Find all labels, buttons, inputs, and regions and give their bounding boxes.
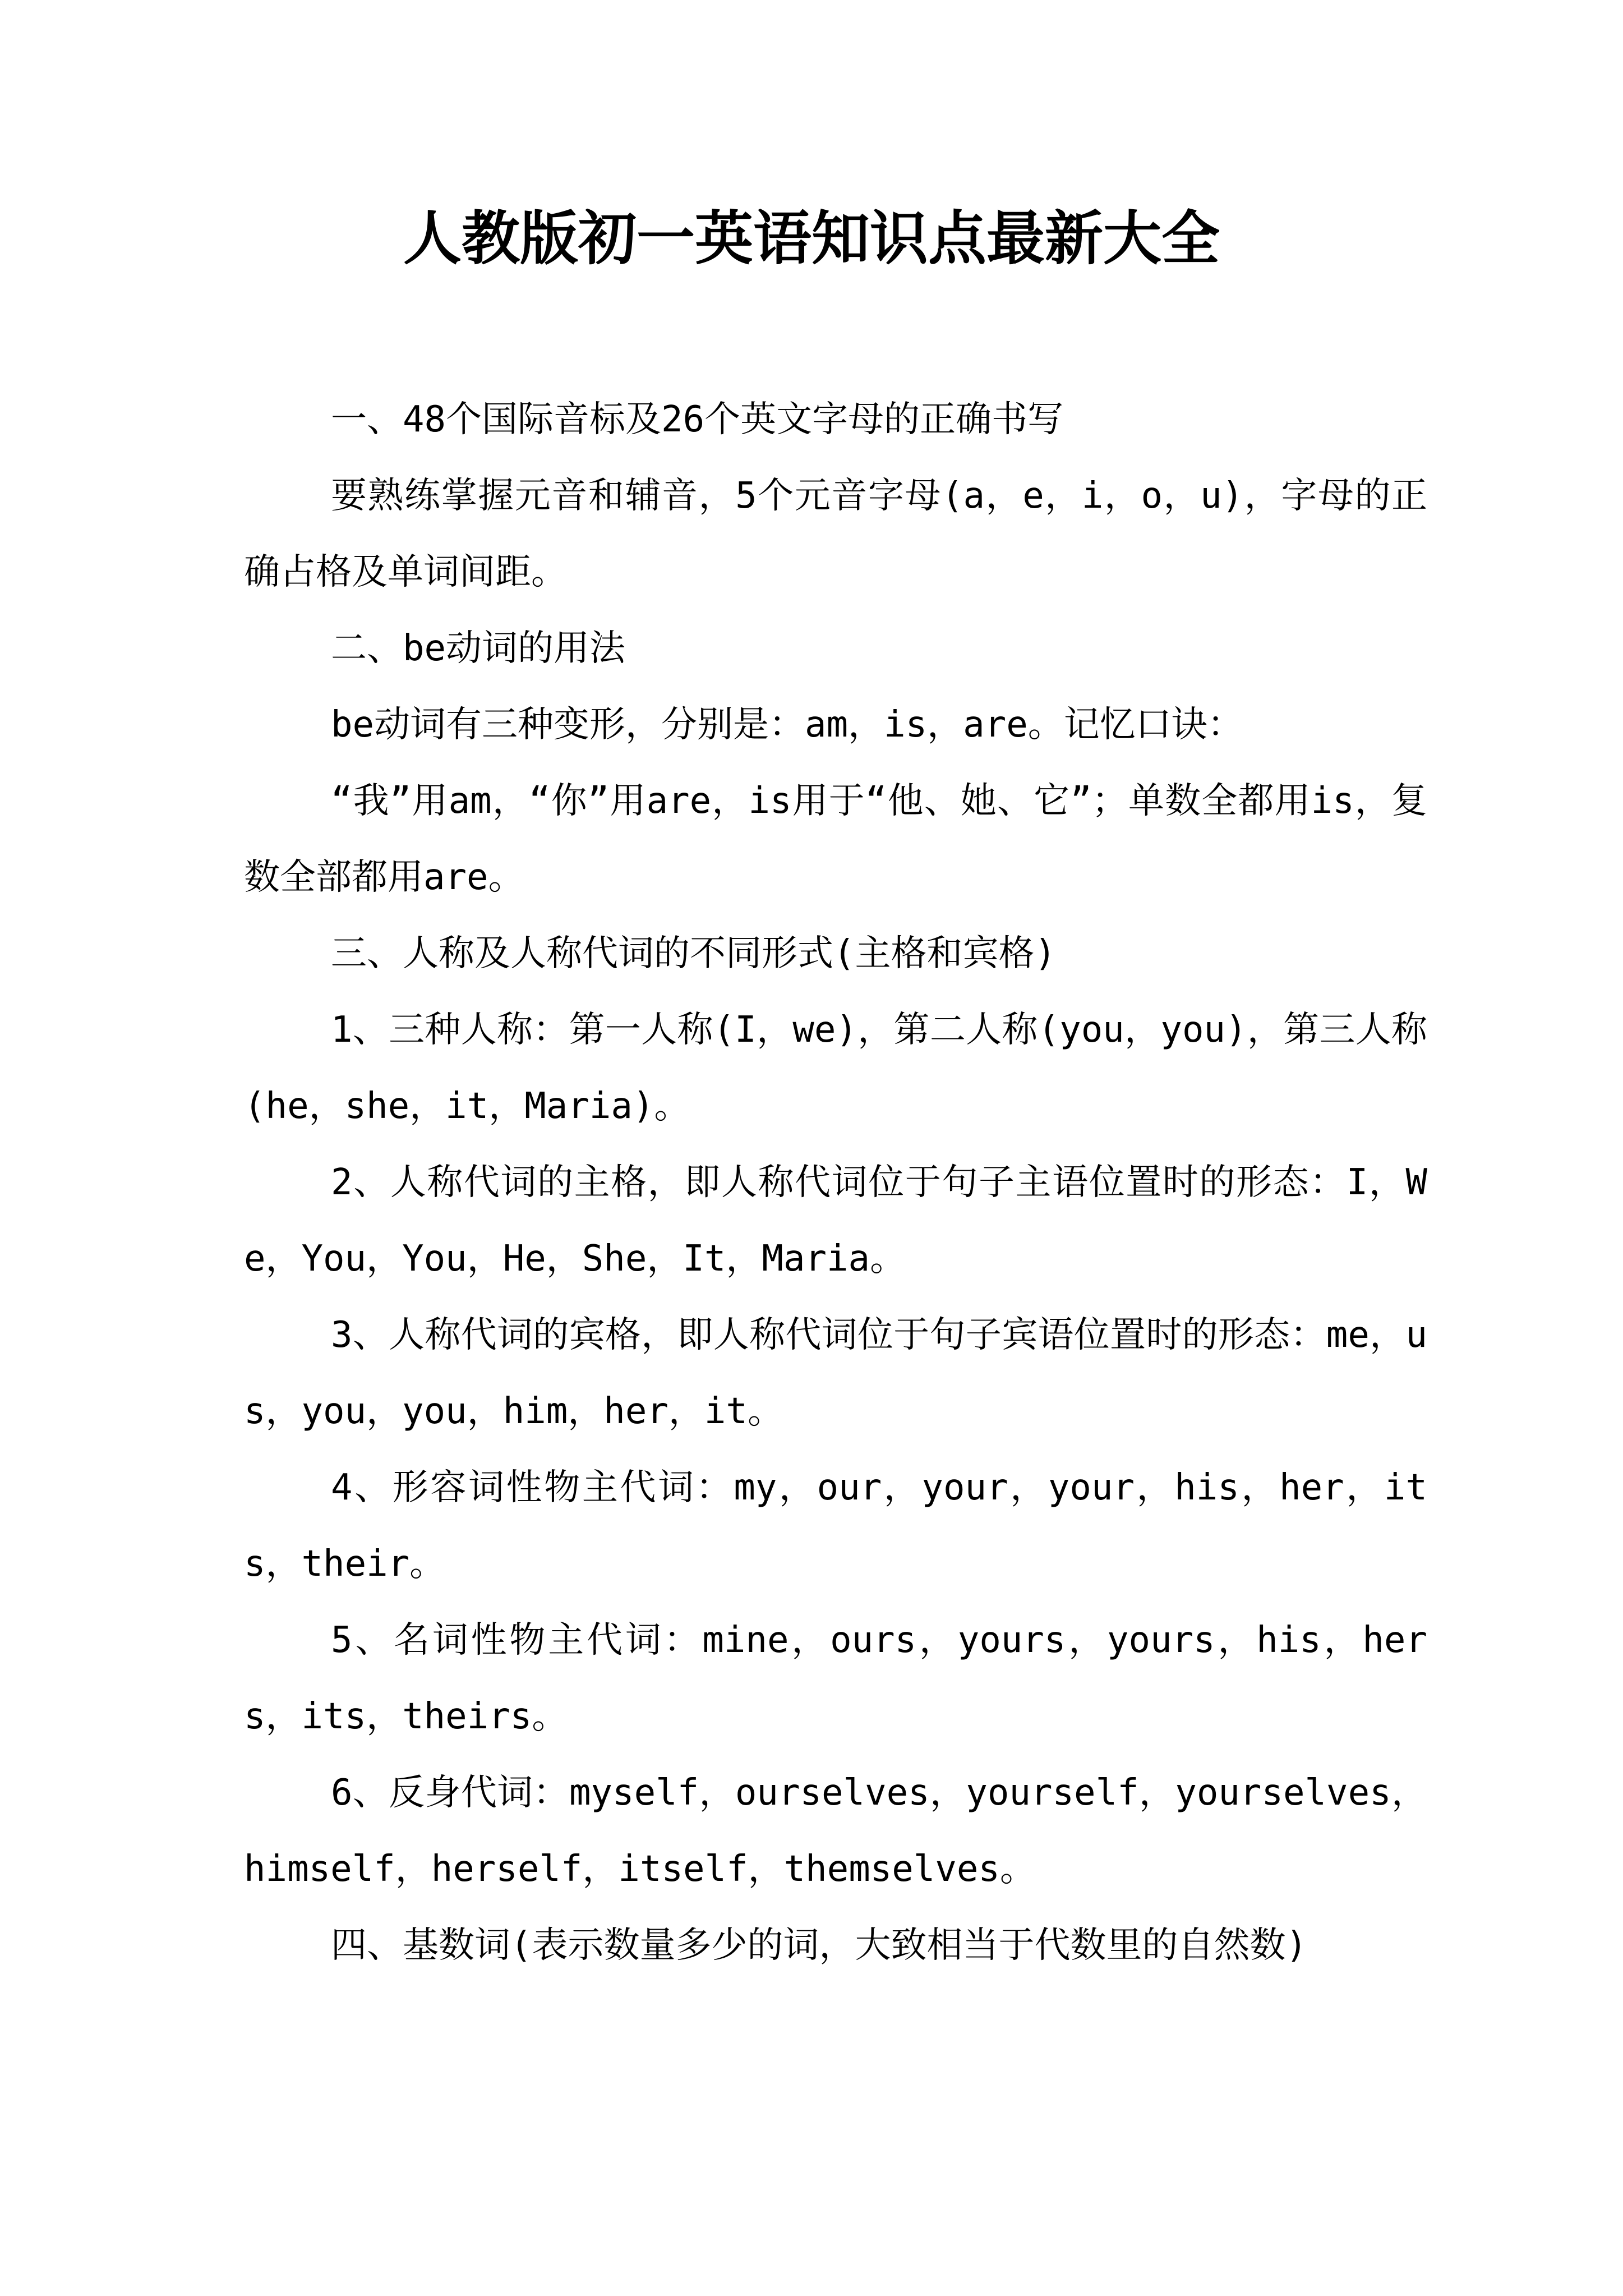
document-title: 人教版初一英语知识点最新大全 [403, 204, 1220, 273]
list-item-reflexive-pronouns: 6、反身代词：myself，ourselves，yourself，yourselves，himself，herself，itself，themselves。 [244, 1772, 1427, 1890]
list-item-noun-possessives: 5、名词性物主代词：mine，ours，yours，yours，his，hers，its，theirs。 [244, 1619, 1427, 1737]
section-heading-3: 三、人称及人称代词的不同形式(主格和宾格) [331, 933, 1057, 974]
paragraph-vowels: 要熟练掌握元音和辅音，5个元音字母(a，e，i，o，u)，字母的正确占格及单词间距。 [244, 475, 1427, 593]
list-item-object-pronouns: 3、人称代词的宾格，即人称代词位于句子宾语位置时的形态：me，us，you，you，him，her，it。 [244, 1314, 1427, 1432]
section-heading-2: 二、be动词的用法 [331, 628, 626, 669]
paragraph-be-rhyme: “我”用am，“你”用are，is用于“他、她、它”；单数全都用is，复数全部都用are。 [244, 780, 1427, 898]
paragraph-be-forms: be动词有三种变形，分别是：am，is，are。记忆口诀： [331, 704, 1243, 746]
list-item-persons: 1、三种人称：第一人称(I，we)，第二人称(you，you)，第三人称(he，she，it，Maria)。 [244, 1009, 1427, 1127]
section-heading-1: 一、48个国际音标及26个英文字母的正确书写 [331, 399, 1064, 440]
list-item-adjective-possessives: 4、形容词性物主代词：my，our，your，your，his，her，its，their。 [244, 1467, 1427, 1585]
list-item-subject-pronouns: 2、人称代词的主格，即人称代词位于句子主语位置时的形态：I，We，You，You，He，She，It，Maria。 [244, 1162, 1427, 1280]
document-body [244, 381, 1427, 1984]
section-heading-4: 四、基数词(表示数量多少的词，大致相当于代数里的自然数) [331, 1925, 1308, 1966]
